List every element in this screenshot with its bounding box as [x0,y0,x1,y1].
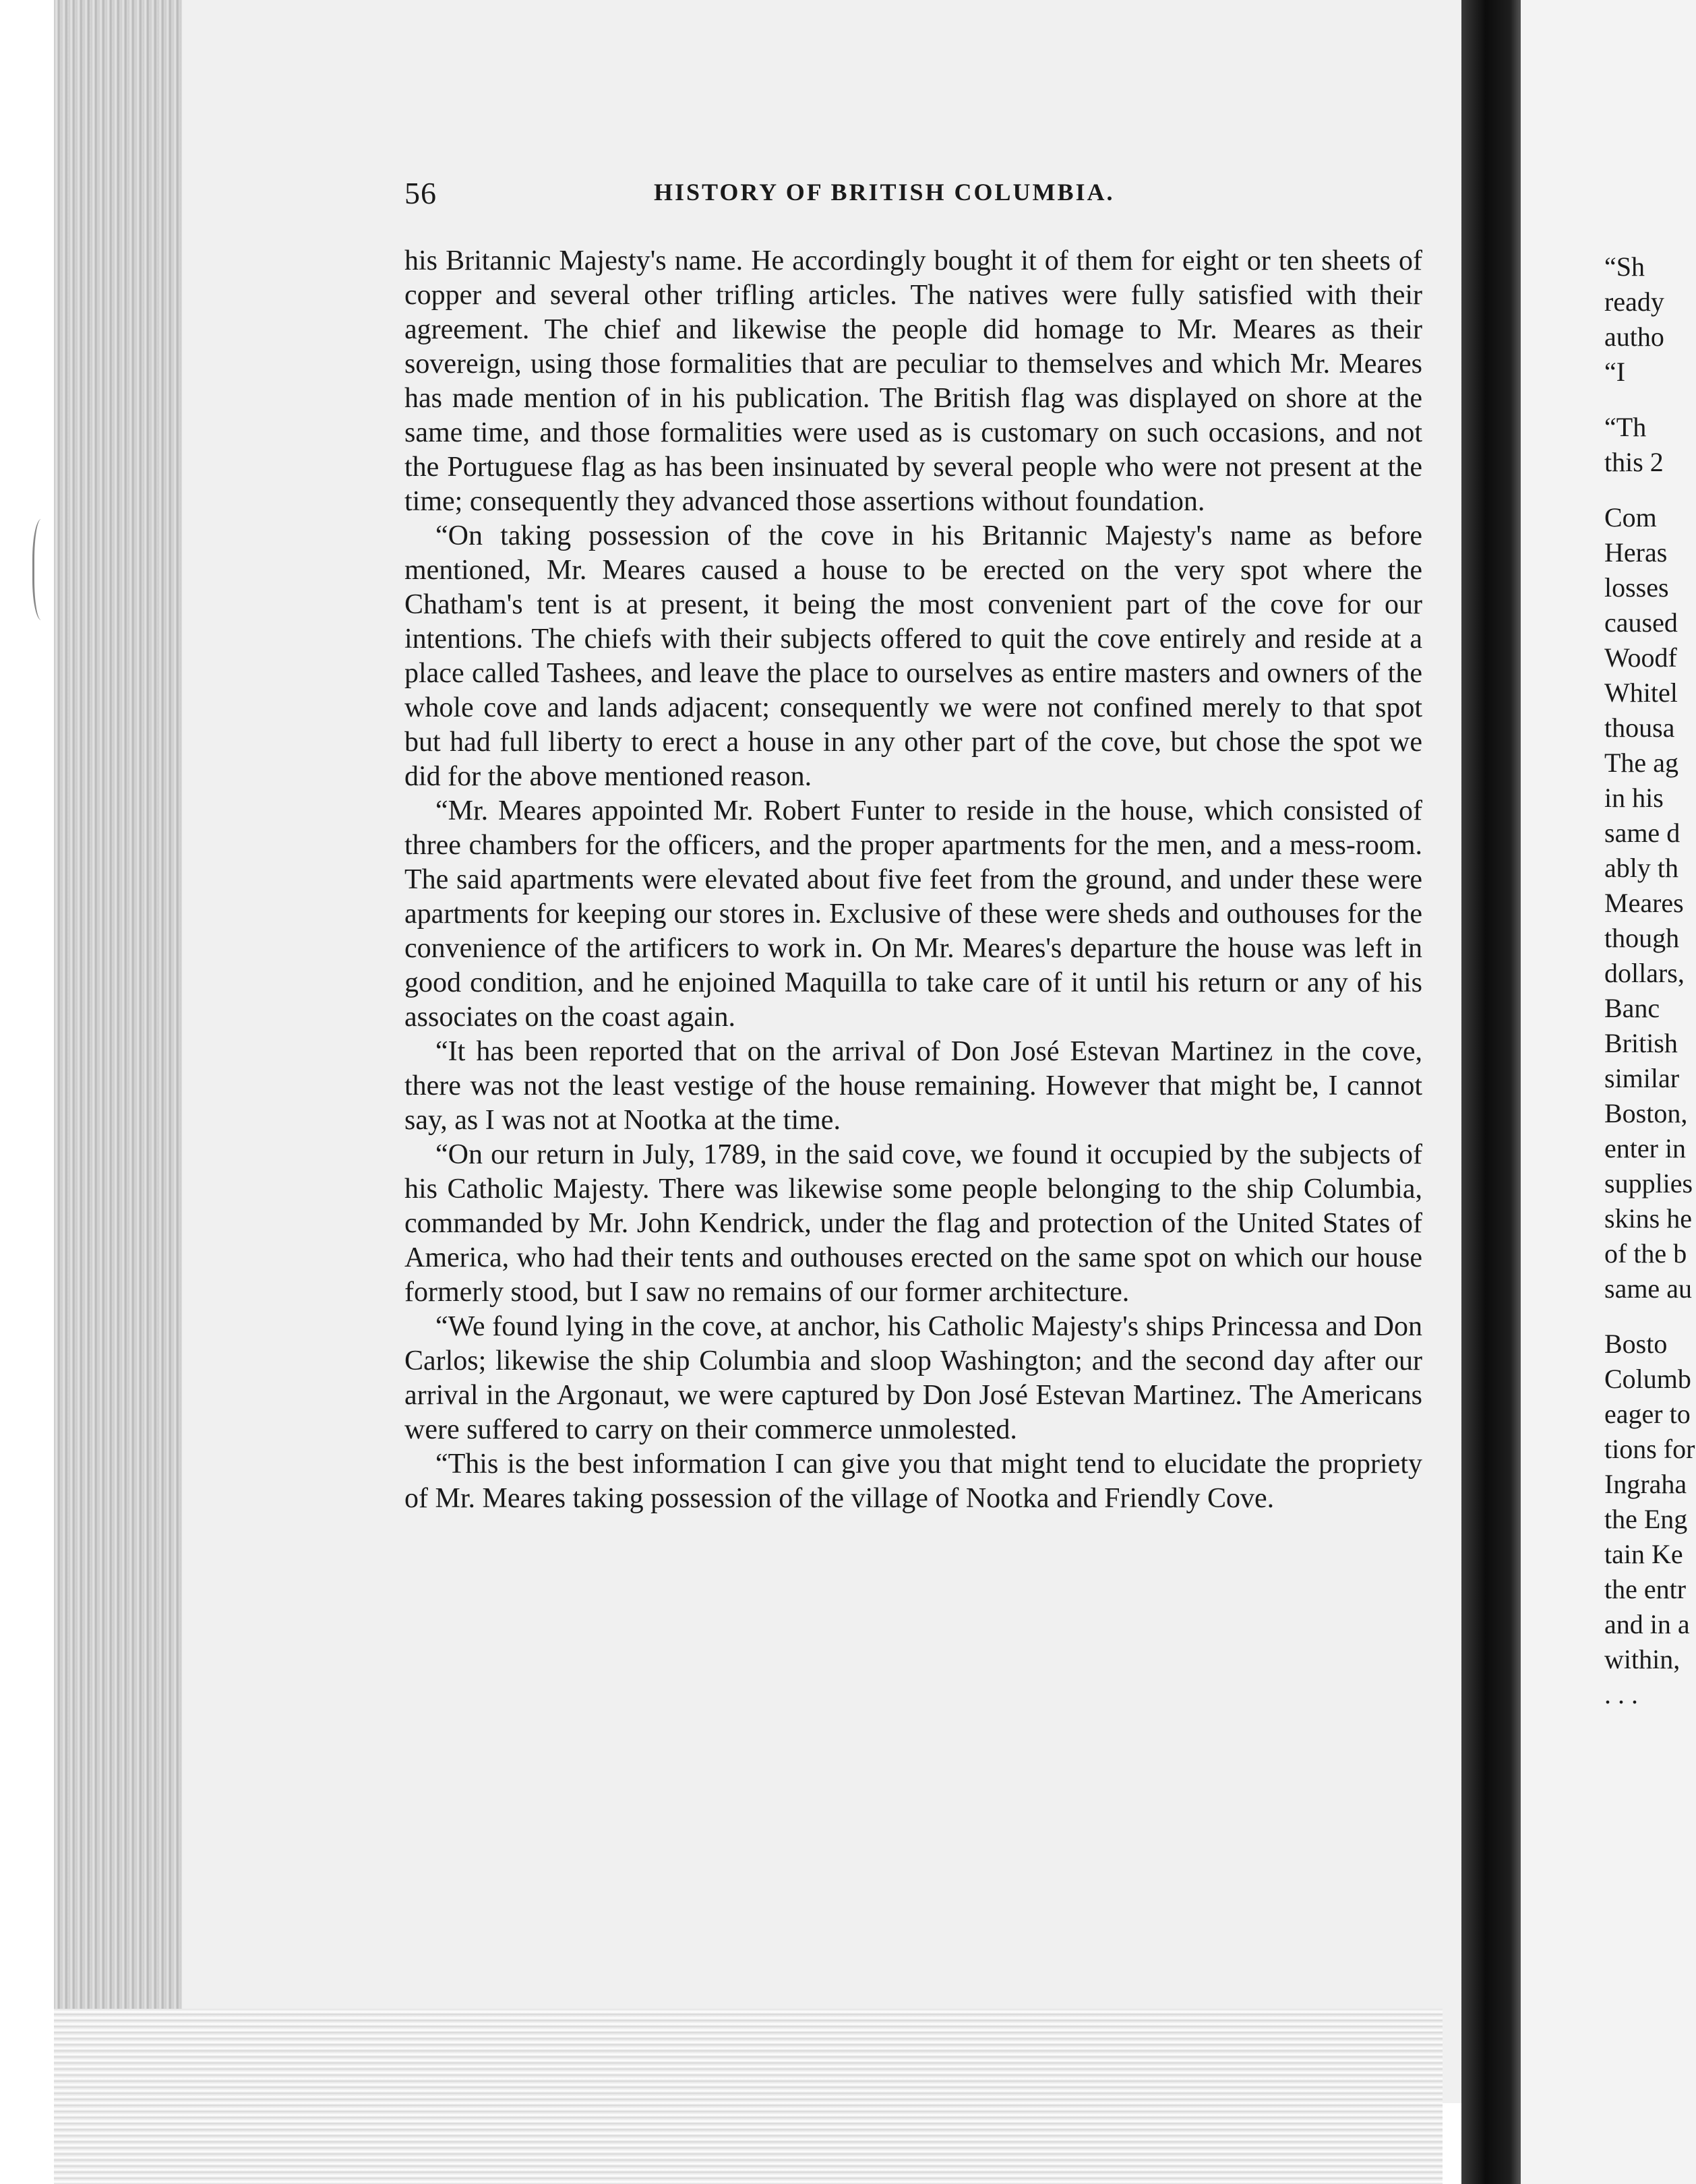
right-page-line: and in a [1604,1609,1690,1639]
right-page-line: tain Ke [1604,1539,1683,1569]
right-page-line: caused [1604,607,1678,638]
right-page-line: autho [1604,322,1664,352]
right-page-line: this 2 [1604,447,1664,477]
paragraph-6: “We found lying in the cove, at anchor, his Catholic Majesty's ships Princessa and Don Carlos; likewise the ship Columbia and sloop Washington; and the second day after our arrival in the Argonaut, we were captured by Don José Estevan Martinez. The Americans were suffered to carry on their commerce unmolested. [404,1311,1422,1445]
paragraph-7: “This is the best information I can give you that might tend to elucidate the propriety of Mr. Meares taking possession of the village of Nootka and Friendly Cove. [404,1449,1422,1514]
right-page-line: British [1604,1028,1678,1058]
right-page-text [1604,249,1696,1712]
paragraph-1: his Britannic Majesty's name. He accordingly bought it of them for eight or ten sheets of copper and several other trifling articles. The natives were fully satisfied with their agreement. The chief and likewise the people did homage to Mr. Meares as their sovereign, using those formalities that are peculiar to themselves and which Mr. Meares has made mention of in his publication. The British flag was displayed on shore at the same time, and those formalities were used as is customary on such occasions, and not the Portuguese flag as has been insinuated by several people who were not present at the time; consequently they advanced those assertions without foundation. [404,245,1422,517]
right-page-line: the Eng [1604,1504,1688,1534]
right-page-line: enter in [1604,1133,1687,1163]
right-page-line: same d [1604,818,1680,848]
running-title: HISTORY OF BRITISH COLUMBIA. [654,179,1115,206]
right-page-line: Meares [1604,888,1684,918]
right-page-line: Ingraha [1604,1469,1687,1499]
right-page-line: The ag [1604,748,1678,778]
right-page-line [1604,1306,1696,1327]
right-page-line [1604,480,1696,500]
right-page-line: of the b [1604,1238,1687,1269]
right-page-line: ready [1604,286,1664,317]
right-page-line: tions for [1604,1434,1695,1464]
right-page-line [1604,390,1696,410]
right-page-line: thousa [1604,712,1675,743]
right-page-line: eager to [1604,1399,1691,1429]
right-page-line: Woodf [1604,642,1677,673]
right-page-line: Heras [1604,537,1668,568]
right-page-line: losses [1604,572,1669,603]
right-page-line: the entr [1604,1574,1687,1604]
right-page-line: same au [1604,1273,1692,1304]
paragraph-3: “Mr. Meares appointed Mr. Robert Funter to reside in the house, which consisted of three chambers for the officers, and the proper apartments for the men, and a mess-room. The said apartments were elevated about five feet from the ground, and under these were apartments for keeping our stores in. Exclusive of these were sheds and outhouses for the convenience of the artificers to work in. On Mr. Meares's departure the house was left in good condition, and he enjoined Maquilla to take care of it until his return or any of his associates on the coast again. [404,795,1422,1033]
right-page-line: Banc [1604,993,1660,1023]
right-page-line: within, [1604,1644,1680,1674]
paragraph-5: “On our return in July, 1789, in the said cove, we found it occupied by the subjects of his Catholic Majesty. There was likewise some people belonging to the ship Columbia, commanded by Mr. John Kendrick, under the flag and protection of the United States of America, who had their tents and outhouses erected on the same spot on which our house formerly stood, but I saw no remains of our former architecture. [404,1139,1422,1308]
right-page-line: Boston, [1604,1098,1688,1128]
page-body [404,244,1422,1516]
right-page-line: though [1604,923,1680,953]
book-page-edges [54,0,195,2184]
right-page-line: in his [1604,783,1664,813]
right-page-line: “Th [1604,412,1647,442]
right-page-line: “Sh [1604,251,1645,282]
book-gutter [1461,0,1522,2184]
right-page-line: Com [1604,502,1657,533]
right-page-line: Whitel [1604,677,1678,708]
right-page-line: supplies [1604,1168,1693,1199]
right-page-line: similar [1604,1063,1680,1093]
right-page-line: Columb [1604,1364,1691,1394]
page-curl-mark [32,519,55,620]
right-page-line: Bosto [1604,1329,1668,1359]
page-number: 56 [404,176,437,210]
book-bottom-edges [54,2009,1443,2184]
right-page-line: ably th [1604,853,1678,883]
paragraph-4: “It has been reported that on the arrival of Don José Estevan Martinez in the cove, there was not the least vestige of the house remaining. However that might be, I cannot say, as I was not at Nootka at the time. [404,1036,1422,1136]
paragraph-2: “On taking possession of the cove in his Britannic Majesty's name as before mentioned, Mr. Meares caused a house to be erected on the very spot where the Chatham's tent is at present, it being the most convenient part of the cove for our intentions. The chiefs with their subjects offered to quit the cove entirely and reside at a place called Tashees, and leave the place to ourselves as entire masters and owners of the whole cove and lands adjacent; consequently we were not confined merely to that spot but had full liberty to erect a house in any other part of the cove, but chose the spot we did for the above mentioned reason. [404,520,1422,792]
right-page-line: . . . [1604,1679,1638,1709]
right-page-line: dollars, [1604,958,1685,988]
right-page-line: skins he [1604,1203,1692,1234]
right-page-line: “I [1604,357,1626,387]
